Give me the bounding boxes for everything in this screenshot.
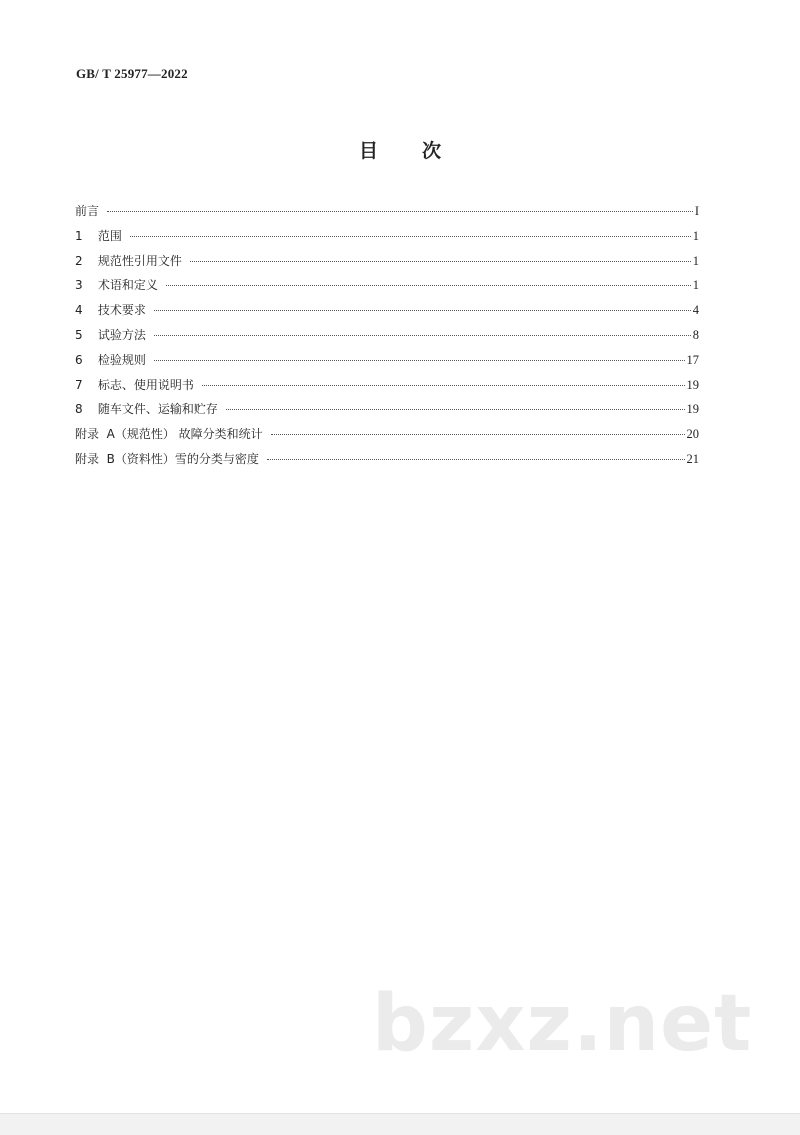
dot-leader: [226, 409, 685, 410]
dot-leader: [154, 360, 685, 361]
toc-entry-technical-requirements[interactable]: [75, 301, 699, 326]
toc-entry-terms-definitions[interactable]: [75, 276, 699, 301]
viewer-bottom-bar: [0, 1113, 800, 1135]
toc-entry-page: 1: [692, 278, 699, 293]
dot-leader: [202, 385, 685, 386]
toc-entry-foreword[interactable]: [75, 202, 699, 227]
dot-leader: [190, 261, 691, 262]
toc-entry-label: 8 随车文件、运输和贮存: [75, 402, 218, 417]
toc-entry-page: 17: [686, 352, 699, 367]
toc-entry-label: 附录 A（规范性） 故障分类和统计: [75, 427, 263, 442]
dot-leader: [154, 310, 691, 311]
toc-entry-page: 4: [692, 303, 699, 318]
toc-entry-label: 6 检验规则: [75, 352, 146, 367]
toc-entry-page: 1: [692, 228, 699, 243]
toc-entry-page: 19: [686, 402, 699, 417]
toc-entry-documents-transport-storage[interactable]: [75, 400, 699, 425]
dot-leader: [267, 459, 685, 460]
toc-entry-label: 1 范围: [75, 228, 122, 243]
table-of-contents: [75, 202, 699, 475]
toc-entry-page: I: [694, 204, 699, 218]
dot-leader: [166, 285, 691, 286]
dot-leader: [107, 211, 693, 212]
dot-leader: [154, 335, 691, 336]
watermark: bzxz.net: [372, 979, 753, 1069]
toc-entry-appendix-b[interactable]: [75, 450, 699, 475]
toc-entry-normative-references[interactable]: [75, 252, 699, 277]
dot-leader: [271, 434, 685, 435]
dot-leader: [130, 236, 691, 237]
toc-entry-label: 2 规范性引用文件: [75, 253, 182, 268]
standard-number: GB/ T 25977—2022: [76, 66, 188, 81]
toc-entry-label: 4 技术要求: [75, 303, 146, 318]
toc-entry-page: 19: [686, 377, 699, 392]
toc-entry-scope[interactable]: [75, 227, 699, 252]
toc-entry-test-methods[interactable]: [75, 326, 699, 351]
toc-entry-label: 7 标志、使用说明书: [75, 377, 194, 392]
toc-entry-label: 附录 B（资料性）雪的分类与密度: [75, 451, 259, 466]
toc-entry-inspection-rules[interactable]: [75, 351, 699, 376]
toc-title: 目次: [358, 140, 485, 162]
toc-entry-page: 8: [692, 327, 699, 342]
toc-entry-label: 前言: [75, 204, 100, 218]
toc-entry-appendix-a[interactable]: [75, 425, 699, 450]
toc-entry-label: 5 试验方法: [75, 327, 146, 342]
toc-entry-page: 21: [686, 451, 699, 466]
toc-entry-page: 1: [692, 253, 699, 268]
toc-entry-page: 20: [686, 427, 699, 442]
toc-entry-label: 3 术语和定义: [75, 278, 158, 293]
toc-entry-marking-instructions[interactable]: [75, 376, 699, 401]
